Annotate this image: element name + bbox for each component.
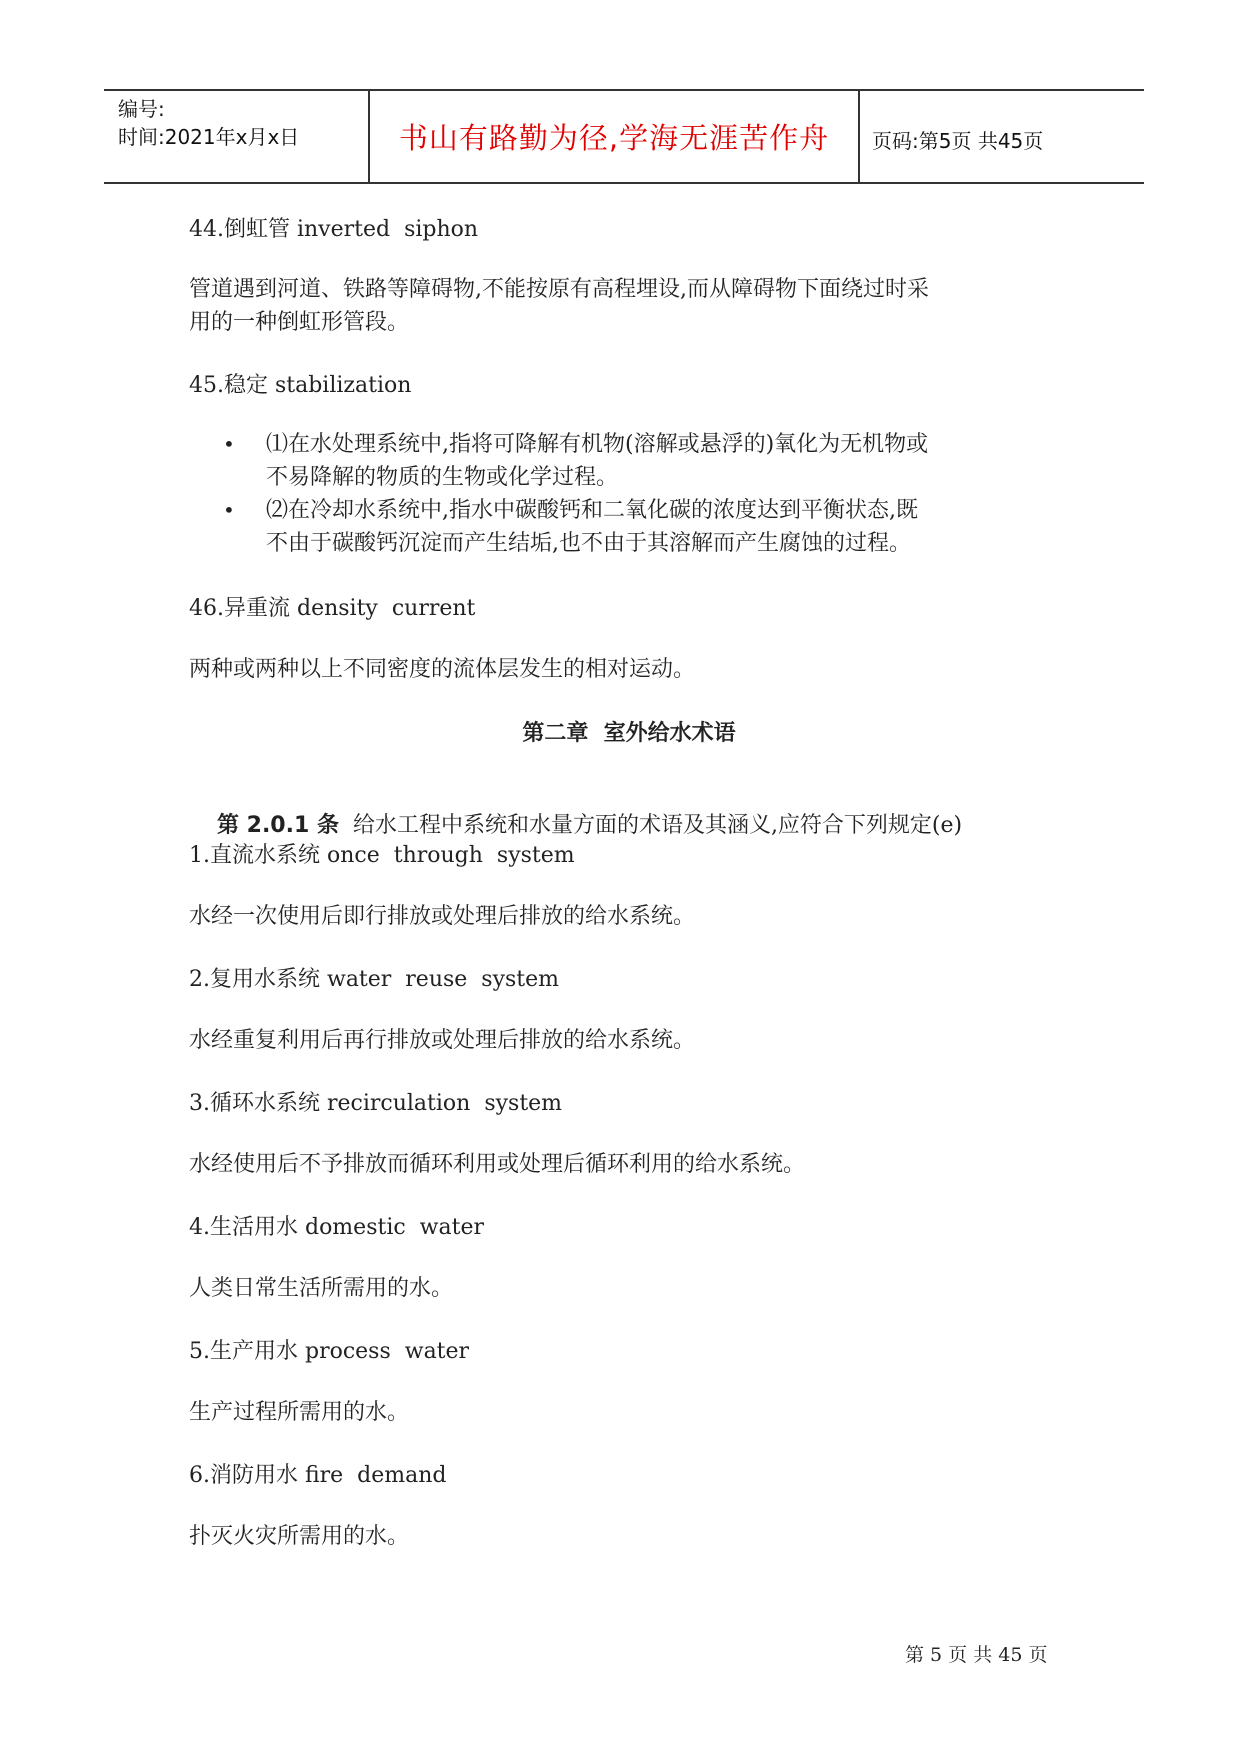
term-44-definition-line-1: 管道遇到河道、铁路等障碍物,不能按原有高程埋设,而从障碍物下面绕过时采 (189, 277, 929, 302)
item-2-definition: 水经重复利用后再行排放或处理后排放的给水系统。 (189, 1028, 696, 1053)
list-item (189, 494, 1069, 560)
item-3-definition: 水经使用后不予排放而循环利用或处理后循环利用的给水系统。 (189, 1152, 806, 1177)
item-5-title: 5.生产用水 process water (189, 1339, 470, 1364)
item-1-definition: 水经一次使用后即行排放或处理后排放的给水系统。 (189, 904, 696, 929)
term-44-title: 44.倒虹管 inverted siphon (189, 217, 479, 242)
list-item-line-1: ⑴在水处理系统中,指将可降解有机物(溶解或悬浮的)氧化为无机物或 (266, 432, 929, 457)
header-motto: 书山有路勤为径,学海无涯苦作舟 (398, 121, 830, 155)
header-page-info: 页码:第5页 共45页 (872, 129, 1044, 153)
article-text: 给水工程中系统和水量方面的术语及其涵义,应符合下列规定(e) (338, 813, 963, 838)
item-6-title: 6.消防用水 fire demand (189, 1463, 447, 1488)
item-1-title: 1.直流水系统 once through system (189, 843, 575, 868)
chapter-title: 第二章 室外给水术语 (522, 721, 736, 746)
term-45-title: 45.稳定 stabilization (189, 373, 412, 398)
item-5-definition: 生产过程所需用的水。 (189, 1400, 410, 1425)
page-footer: 第 5 页 共 45 页 (905, 1644, 1048, 1666)
item-4-title: 4.生活用水 domestic water (189, 1215, 484, 1240)
header-time-label: 时间:2021年x月x日 (118, 125, 300, 149)
item-3-title: 3.循环水系统 recirculation system (189, 1091, 563, 1116)
header-top-border (104, 89, 1144, 91)
list-item-line-2: 不易降解的物质的生物或化学过程。 (266, 465, 619, 490)
bullet-icon: • (223, 432, 235, 456)
bullet-icon: • (223, 498, 235, 522)
list-item-line-2: 不由于碳酸钙沉淀而产生结垢,也不由于其溶解而产生腐蚀的过程。 (266, 531, 911, 556)
item-4-definition: 人类日常生活所需用的水。 (189, 1276, 454, 1301)
article-number: 第 2.0.1 条 (216, 813, 339, 838)
term-45-list (189, 428, 1069, 560)
item-6-definition: 扑灭火灾所需用的水。 (189, 1524, 410, 1549)
header-bottom-border (104, 182, 1144, 184)
item-2-title: 2.复用水系统 water reuse system (189, 967, 560, 992)
list-item-line-1: ⑵在冷却水系统中,指水中碳酸钙和二氧化碳的浓度达到平衡状态,既 (266, 498, 918, 523)
term-44-definition-line-2: 用的一种倒虹形管段。 (189, 310, 410, 335)
list-item (189, 428, 1069, 494)
term-46-title: 46.异重流 density current (189, 596, 476, 621)
header-number-label: 编号: (118, 97, 165, 121)
term-46-definition: 两种或两种以上不同密度的流体层发生的相对运动。 (189, 657, 696, 682)
header-divider-right (858, 90, 860, 184)
